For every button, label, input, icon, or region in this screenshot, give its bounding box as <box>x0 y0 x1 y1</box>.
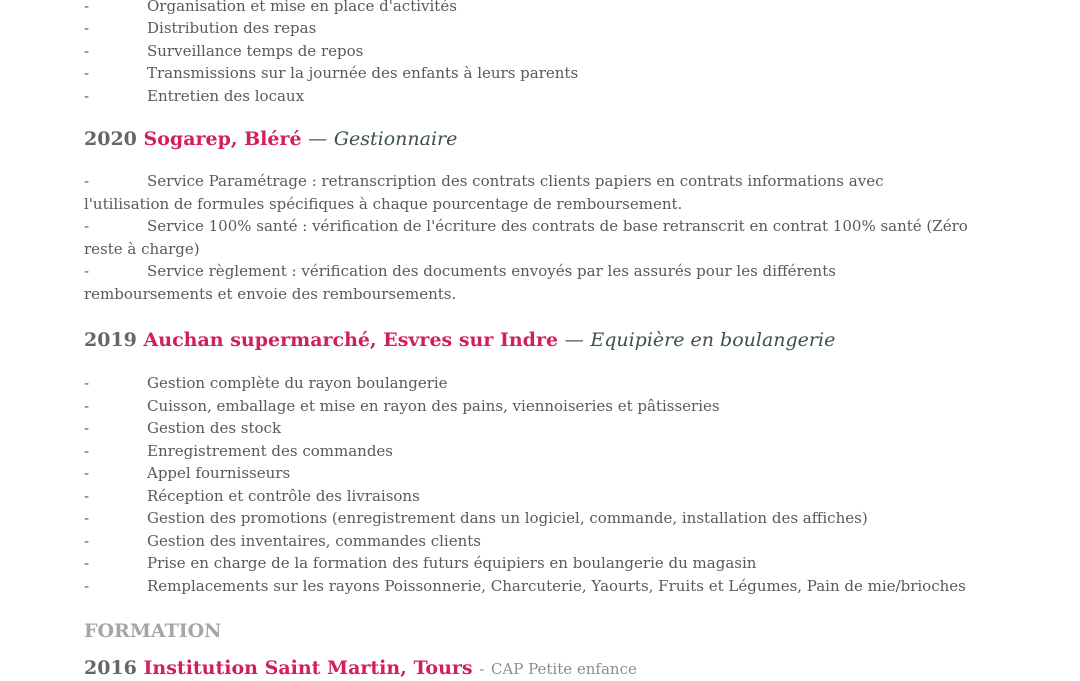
list-item: - Réception et contrôle des livraisons <box>84 487 420 505</box>
bullet-dash: - <box>84 19 90 37</box>
education-entry <box>84 656 637 681</box>
job-year: 2020 <box>84 128 137 150</box>
list-item: - Cuisson, emballage et mise en rayon des pains, viennoiseries et pâtisseries <box>84 397 720 415</box>
bullet-dash: - <box>84 554 90 572</box>
job-heading-auchan <box>84 328 835 352</box>
list-item: - Service Paramétrage : retranscription des contrats clients papiers en contrats informations avec l'utilisation de formules spécifiques à chaque pourcentage de remboursement. <box>84 172 884 213</box>
list-item: - Remplacements sur les rayons Poissonnerie, Charcuterie, Yaourts, Fruits et Légumes, Pain de mie/brioches <box>84 577 966 595</box>
education-diploma: CAP Petite enfance <box>490 660 637 678</box>
list-item: - Organisation et mise en place d'activités <box>84 0 457 15</box>
job-company: Auchan supermarché, Esvres sur Indre <box>143 329 559 351</box>
bullet-dash: - <box>84 419 90 437</box>
section-title-formation: FORMATION <box>84 620 222 642</box>
list-item: - Enregistrement des commandes <box>84 442 393 460</box>
job-year: 2019 <box>84 329 137 351</box>
list-item: - Gestion des stock <box>84 419 282 437</box>
list-item: - Gestion complète du rayon boulangerie <box>84 374 448 392</box>
bullet-dash: - <box>84 509 90 527</box>
bullet-dash: - <box>84 262 90 280</box>
job-role: Equipière en boulangerie <box>590 329 836 351</box>
bullet-dash: - <box>84 172 90 190</box>
list-item: - Distribution des repas <box>84 19 317 37</box>
job-separator: — <box>564 329 584 351</box>
bullet-dash: - <box>84 374 90 392</box>
bullet-dash: - <box>84 0 90 15</box>
bullet-dash: - <box>84 42 90 60</box>
bullet-dash: - <box>84 577 90 595</box>
bullet-dash: - <box>84 87 90 105</box>
job-role: Gestionnaire <box>333 128 458 150</box>
list-item: - Entretien des locaux <box>84 87 305 105</box>
list-item: - Gestion des promotions (enregistrement dans un logiciel, commande, installation des affiches) <box>84 509 868 527</box>
bullet-dash: - <box>84 464 90 482</box>
list-item: - Service 100% santé : vérification de l'écriture des contrats de base retranscrit en contrat 100% santé (Zéro reste à charge) <box>84 217 968 258</box>
bullet-dash: - <box>84 217 90 235</box>
list-item: - Transmissions sur la journée des enfants à leurs parents <box>84 64 579 82</box>
education-separator: - <box>479 660 485 678</box>
list-item: - Gestion des inventaires, commandes clients <box>84 532 481 550</box>
list-item: - Appel fournisseurs <box>84 464 291 482</box>
bullet-dash: - <box>84 64 90 82</box>
job-heading-sogarep <box>84 127 457 151</box>
bullet-dash: - <box>84 532 90 550</box>
bullet-dash: - <box>84 397 90 415</box>
list-item: - Surveillance temps de repos <box>84 42 364 60</box>
list-item: - Prise en charge de la formation des futurs équipiers en boulangerie du magasin <box>84 554 757 572</box>
job-separator: — <box>308 128 328 150</box>
education-school: Institution Saint Martin, Tours <box>143 657 473 679</box>
bullet-dash: - <box>84 442 90 460</box>
job-company: Sogarep, Bléré <box>143 128 302 150</box>
list-item: - Service règlement : vérification des documents envoyés par les assurés pour les différents remboursements et envoie des remboursements. <box>84 262 836 303</box>
education-year: 2016 <box>84 657 137 679</box>
bullet-dash: - <box>84 487 90 505</box>
